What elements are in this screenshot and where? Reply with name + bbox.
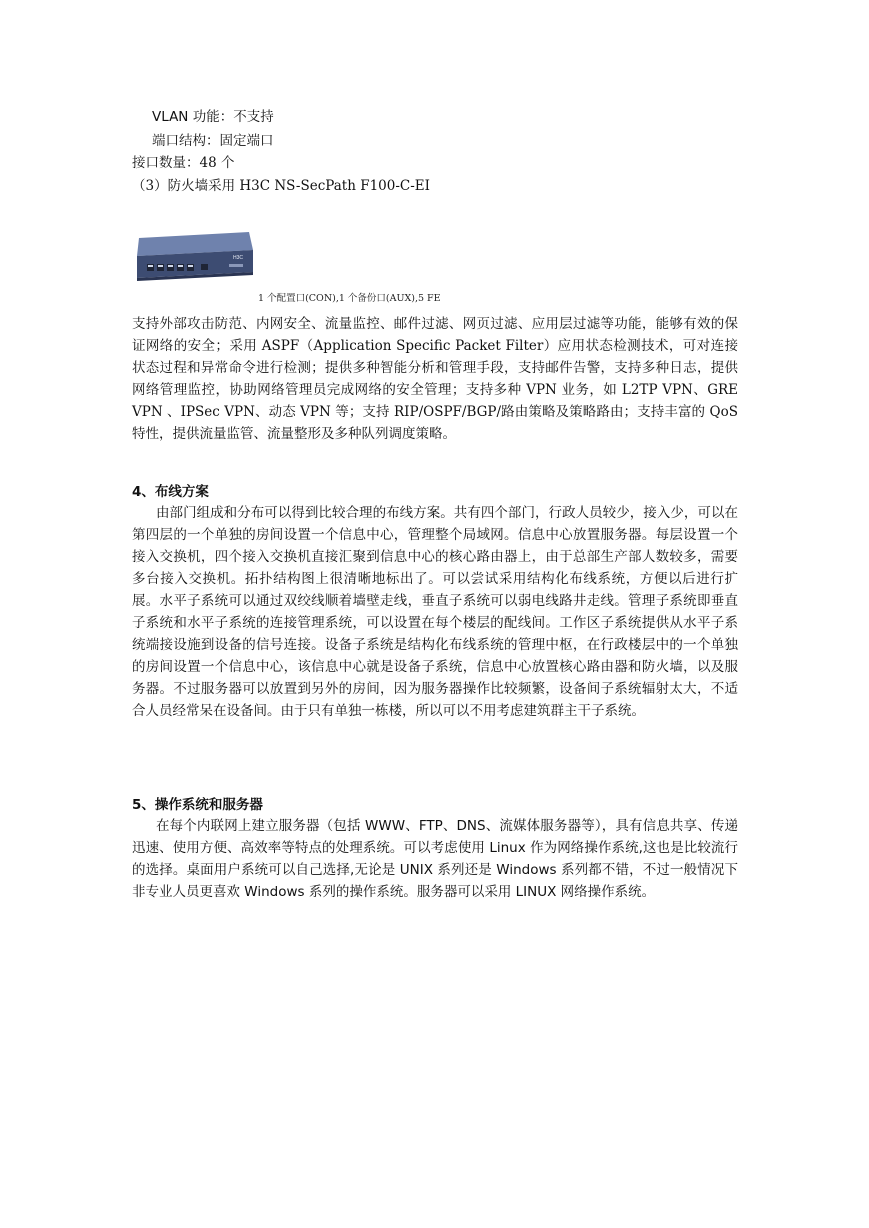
spec-port-structure: 端口结构：固定端口 [152,133,274,149]
section-4-heading: 4、布线方案 [132,484,209,500]
firewall-model-line: （3）防火墙采用 H3C NS-SecPath F100-C-EI [132,178,430,194]
section-4-body: 由部门组成和分布可以得到比较合理的布线方案。共有四个部门，行政人员较少，接入少，可以在第四层的一个单独的房间设置一个信息中心，管理整个局域网。信息中心放置服务器。每层设置一个接入交换机，四个接入交换机直接汇聚到信息中心的核心路由器上，由于总部生产部人数较多，需要多台接入交换机。拓扑结构图上很清晰地标出了。可以尝试采用结构化布线系统，方便以后进行扩展。水平子系统可以通过双绞线顺着墙壁走线，垂直子系统可以弱电线路井走线。管理子系统即垂直子系统和水平子系统的连接管理系统，可以设置在每个楼层的配线间。工作区子系统提供从水平子系统端接设施到设备的信号连接。设备子系统是结构化布线系统的管理中枢，在行政楼层中的一个单独的房间设置一个信息中心，该信息中心就是设备子系统，信息中心放置核心路由器和防火墙，以及服务器。不过服务器可以放置到另外的房间，因为服务器操作比较频繁，设备间子系统辐射太大，不适合人员经常呆在设备间。由于只有单独一栋楼，所以可以不用考虑建筑群主干子系统。 [132,505,738,719]
spec-vlan: VLAN 功能：不支持 [152,109,274,125]
section-5-heading: 5、操作系统和服务器 [132,797,263,813]
device-caption: 1 个配置口(CON),1 个备份口(AUX),5 FE [258,293,441,304]
device-brand-label: H3C [233,255,244,261]
firewall-device-icon [133,228,255,284]
spec-port-count: 接口数量：48 个 [132,155,235,171]
firewall-description: 支持外部攻击防范、内网安全、流量监控、邮件过滤、网页过滤、应用层过滤等功能，能够有效的保证网络的安全；采用 ASPF（Application Specific Packet Filter）应用状态检测技术，可对连接状态过程和异常命令进行检测；提供多种智能分析和管理手段，支持邮件告警，支持多种日志，提供网络管理监控，协助网络管理员完成网络的安全管理；支持多种 VPN 业务，如 L2TP VPN、GRE VPN 、IPSec VPN、动态 VPN 等；支持 RIP/OSPF/BGP/路由策略及策略路由；支持丰富的 QoS 特性，提供流量监管、流量整形及多种队列调度策略。 [132,316,738,442]
device-port [201,264,208,270]
section-5-body: 在每个内联网上建立服务器（包括 WWW、FTP、DNS、流媒体服务器等），具有信息共享、传递迅速、使用方便、高效率等特点的处理系统。可以考虑使用 Linux 作为网络操作系统,这也是比较流行的选择。桌面用户系统可以自己选择,无论是 UNIX 系列还是 Windows 系列都不错，不过一般情况下非专业人员更喜欢 Windows 系列的操作系统。服务器可以采用 LINUX 网络操作系统。 [132,818,738,900]
